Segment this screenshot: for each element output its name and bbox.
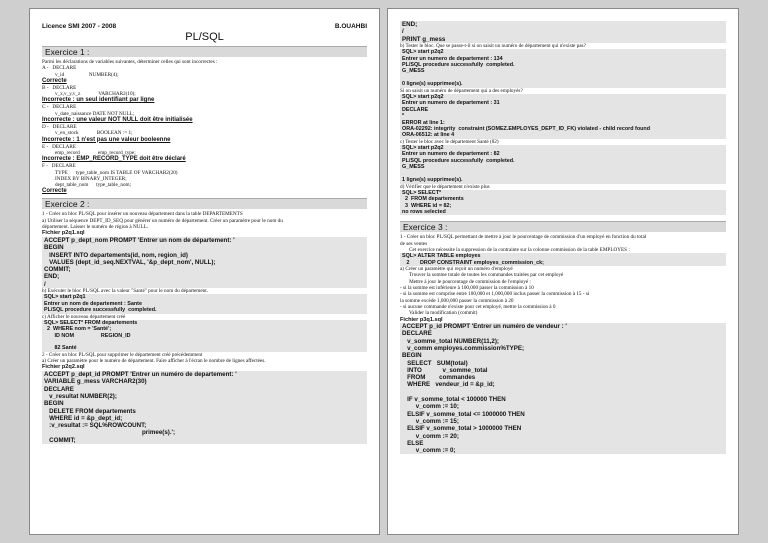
code-line: END; bbox=[402, 21, 418, 28]
output-line: 82 Santé bbox=[44, 345, 77, 352]
ex3-text bbox=[400, 234, 726, 253]
text-line: a) Créer un paramètre qui reçoit un numéro d'employé bbox=[400, 266, 513, 273]
code-line: v_somme_total NUMBER(11,2); bbox=[402, 337, 499, 345]
run-output-4 bbox=[400, 190, 726, 216]
output-line: SQL> SELECT* FROM departements bbox=[44, 319, 138, 326]
code-block-1 bbox=[42, 237, 367, 288]
code-line: SQL> ALTER TABLE employes bbox=[402, 253, 481, 260]
code-line: :v_resultat := SQL%ROWCOUNT; bbox=[44, 422, 147, 430]
text-line: a) Utiliser la séquence DEPT_ID_SEQ pour générer un numéro de département. Créer un paramètre pour le nom du bbox=[42, 217, 283, 224]
page-title: PL/SQL bbox=[185, 31, 224, 43]
code-line: SELECT SUM(total) bbox=[402, 359, 468, 367]
ex2-q2-text bbox=[42, 352, 367, 365]
declaration-line: INDEX BY BINARY_INTEGER; bbox=[42, 175, 127, 182]
declaration-item bbox=[42, 144, 367, 164]
output-line: SQL> start p2q2 bbox=[402, 93, 444, 100]
declaration-item bbox=[42, 163, 367, 195]
code-line: v_comm := 20; bbox=[402, 432, 459, 440]
text-line: 1 - Créer un bloc PL/SQL permettant de mettre à jour le pourcentage de commission d'un employé en fonction du total bbox=[400, 234, 647, 241]
code-line: v_comm := 0; bbox=[402, 447, 456, 455]
text-line: 2 - Créer un bloc PL/SQL pour supprimer le département créé précédemment bbox=[42, 351, 203, 358]
text-line: Cet exercice nécessite la suppression de la contrainte sur la colonne commission de la table EMPLOYES : bbox=[400, 247, 630, 254]
code-line: VARIABLE g_mess VARCHAR2(30) bbox=[44, 378, 147, 386]
output-line: ORA-02292: integrity constraint (SOMEZ.EMPLOYES_DEPT_ID_FK) violated - child record found bbox=[402, 125, 651, 132]
file-name-3: Fichier p3q1.sql bbox=[400, 316, 443, 323]
output-line: 2 FROM departements bbox=[402, 196, 464, 203]
code-line: v_resultat NUMBER(2); bbox=[44, 392, 117, 400]
run-output-2 bbox=[400, 94, 726, 139]
run-output-2 bbox=[42, 320, 367, 352]
output-line: SQL> start p2q2 bbox=[402, 145, 444, 152]
code-line: ACCEPT p_id PROMPT 'Entrer un numéro de vendeur : ' bbox=[402, 323, 567, 331]
code-line: VALUES (dept_id_seq.NEXTVAL, '&p_dept_nom', NULL); bbox=[44, 258, 216, 266]
exercise-1-heading: Exercice 1 : bbox=[42, 46, 367, 57]
output-line: Entrer un numero de departement : 134 bbox=[402, 55, 503, 62]
text-line: de ses ventes bbox=[400, 240, 428, 247]
page-header bbox=[42, 23, 367, 30]
file-name-1: Fichier p2q1.sql bbox=[42, 230, 85, 237]
declaration-item bbox=[42, 85, 367, 105]
code-line: ACCEPT p_dept_id PROMPT 'Entrer un numéro de departement: ' bbox=[44, 371, 237, 379]
declaration-line: A - DECLARE bbox=[42, 65, 77, 72]
exercise-3-heading: Exercice 3 : bbox=[400, 221, 726, 232]
code-line: PRINT g_mess bbox=[402, 35, 446, 43]
right-page bbox=[387, 8, 739, 535]
output-line: 1 ligne(s) supprimee(s). bbox=[402, 177, 463, 184]
declaration-line: D - DECLARE bbox=[42, 124, 77, 131]
course-label: Licence SMI 2007 - 2008 bbox=[42, 23, 117, 30]
file-name-2: Fichier p2q2.sql bbox=[42, 364, 85, 371]
output-line: 3 WHERE id = 82; bbox=[402, 202, 452, 209]
text-line: - si aucune commande n'existe pour cet employé, mettre la commission à 0 bbox=[400, 303, 556, 310]
output-line: PL/SQL procedure successfully completed. bbox=[44, 307, 157, 314]
code-line: INTO v_somme_total bbox=[402, 366, 488, 374]
declaration-answer: Incorrecte : un seul identifiant par ligne bbox=[42, 97, 155, 104]
output-line: * bbox=[402, 113, 405, 120]
declaration-answer: Incorrecte : EMP_RECORD_TYPE doit être déclaré bbox=[42, 156, 186, 163]
code-line: DECLARE bbox=[44, 385, 74, 393]
code-line: v_comm employes.commission%TYPE; bbox=[402, 344, 525, 352]
code-line: ELSIF v_somme_total > 1000000 THEN bbox=[402, 425, 522, 433]
step-c-text: c) Afficher le nouveau département créé bbox=[42, 313, 126, 320]
output-line: Entrer un numero de departement : 82 bbox=[402, 151, 500, 158]
ex1-intro: Parmi les déclarations de variables suivantes, déterminer celles qui sont incorrectes : bbox=[42, 59, 218, 65]
output-line: PL/SQL procedure successfully completed. bbox=[402, 62, 515, 68]
step-c-text: c) Tester le bloc avec le département Santé (82) bbox=[400, 138, 499, 145]
alter-table-code bbox=[400, 253, 726, 266]
declaration-line: dept_table_nom type_table_nom; bbox=[42, 182, 132, 189]
declaration-answer: Incorrecte : 1 n'est pas une valeur booleenne bbox=[42, 136, 171, 143]
code-line: ELSIF v_somme_total <= 1000000 THEN bbox=[402, 410, 525, 418]
code-line: ELSE bbox=[402, 439, 424, 447]
output-line: G_MESS bbox=[402, 164, 425, 171]
declaration-line: F - DECLARE bbox=[42, 163, 76, 170]
code-line: BEGIN bbox=[44, 400, 64, 408]
declaration-line: v_date_naissance DATE NOT NULL; bbox=[42, 110, 135, 117]
text-line: - si la somme est comprise entre 100,000 et 1,000,000 inclus passer la commission à 15 - si bbox=[400, 291, 590, 298]
code-line: COMMIT; bbox=[44, 436, 76, 444]
declaration-item bbox=[42, 104, 367, 124]
code-line: DECLARE bbox=[402, 330, 432, 338]
code-line: v_comm := 15; bbox=[402, 417, 459, 425]
code-line: END; bbox=[44, 273, 60, 281]
output-line: SQL> start p2q1 bbox=[44, 294, 86, 301]
text-line: Valider la modification (commit) bbox=[400, 310, 478, 317]
code-block-end bbox=[400, 21, 726, 43]
declaration-line: v_id NUMBER(4); bbox=[42, 71, 119, 78]
declaration-answer: Incorrecte : une valeur NOT NULL doit être initialisée bbox=[42, 117, 193, 124]
output-line: no rows selected bbox=[402, 209, 446, 216]
code-line: ACCEPT p_dept_nom PROMPT 'Entrer un nom de département: ' bbox=[44, 236, 235, 244]
run-output-1 bbox=[400, 49, 726, 87]
output-line: ERROR at line 1: bbox=[402, 119, 445, 126]
ex3-points bbox=[400, 266, 726, 316]
declaration-line: v_x,v_y,v_z VARCHAR2(10); bbox=[42, 91, 136, 98]
text-line: - si la somme est inférieure à 100,000 passer la commission à 10 bbox=[400, 285, 534, 292]
code-line: DELETE FROM departements bbox=[44, 407, 136, 415]
step-b-text: b) Exécuter le bloc PL/SQL avec la valeur "Santé" pour le nom du département. bbox=[42, 288, 208, 295]
declaration-answer: Correcte bbox=[42, 77, 67, 84]
output-line: DECLARE bbox=[402, 106, 429, 113]
run-output-3 bbox=[400, 145, 726, 183]
code-line: IF v_somme_total < 100000 THEN bbox=[402, 396, 506, 404]
code-line bbox=[402, 389, 724, 396]
declaration-line: v_en_stock BOOLEAN := 1; bbox=[42, 130, 133, 137]
declaration-item bbox=[42, 124, 367, 144]
step-d-text: d) Vérifier que le département n'existe plus bbox=[400, 183, 490, 190]
output-line: 2 WHERE nom = 'Santé'; bbox=[44, 326, 112, 333]
question-employees: Si on saisit un numéro de département qui a des employés? bbox=[400, 87, 523, 94]
code-line: COMMIT; bbox=[44, 266, 71, 274]
code-line: INSERT INTO departements(id, nom, region_id) bbox=[44, 251, 188, 259]
declaration-line: TYPE type_table_nom IS TABLE OF VARCHAR2(20) bbox=[42, 169, 178, 176]
output-line: ID NOM REGION_ID bbox=[44, 332, 131, 339]
declaration-answer: Correcte bbox=[42, 188, 67, 195]
code-line: / bbox=[402, 28, 404, 36]
text-line: Mettre à jour le pourcentage de commission de l'employé : bbox=[400, 278, 531, 285]
text-line: 1 - Créer un bloc PL/SQL pour insérer un nouveau département dans la table DEPARTEMENTS bbox=[42, 211, 243, 218]
declaration-line: B - DECLARE bbox=[42, 84, 77, 91]
code-line: FROM commandes bbox=[402, 374, 476, 382]
text-line: département. Laisser le numéro de région à NULL. bbox=[42, 224, 149, 231]
declaration-line: E - DECLARE bbox=[42, 143, 77, 150]
code-line: v_comm := 10; bbox=[402, 403, 459, 411]
code-block-3 bbox=[400, 323, 726, 454]
code-block-2 bbox=[42, 371, 367, 444]
code-line: BEGIN bbox=[402, 352, 422, 360]
author-label: B.OUAHBI bbox=[334, 23, 367, 30]
output-line: Entrer un numero de departement : 31 bbox=[402, 100, 500, 107]
declaration-line: C - DECLARE bbox=[42, 104, 77, 111]
code-line: WHERE vendeur_id = &p_id; bbox=[402, 381, 495, 389]
text-line: la somme excède 1,000,000 passer la commission à 20 bbox=[400, 297, 514, 304]
output-line: Entrer un nom de departement : Sante bbox=[44, 300, 142, 307]
output-line: SQL> start p2q2 bbox=[402, 49, 444, 56]
declaration-line: emp_record emp_record_type; bbox=[42, 149, 136, 156]
ex2-text bbox=[42, 211, 367, 230]
exercise-2-heading: Exercice 2 : bbox=[42, 198, 367, 209]
output-line: 0 ligne(s) supprimee(s). bbox=[402, 81, 463, 88]
text-line: a) Créer un paramètre pour le numéro de département. Faire afficher à l'écran le nombre de lignes affectées. bbox=[42, 358, 266, 365]
code-line: WHERE id = &p_dept_id; bbox=[44, 414, 123, 422]
output-line: SQL> SELECT* bbox=[402, 189, 442, 196]
code-line: primee(s).'; bbox=[44, 429, 176, 437]
text-line: Trouver la somme totale de toutes les commandes traitées par cet employé bbox=[400, 272, 564, 279]
output-line: PL/SQL procedure successfully completed. bbox=[402, 157, 515, 164]
declaration-item bbox=[42, 65, 367, 85]
code-line: BEGIN bbox=[44, 244, 64, 252]
output-line: G_MESS bbox=[402, 68, 425, 75]
code-line: 2 DROP CONSTRAINT employes_commission_ck; bbox=[402, 259, 544, 266]
code-line: / bbox=[44, 280, 46, 288]
step-b-text: b) Tester le bloc. Que se passe-t-il si on saisit un numéro de département qui n'existe pas? bbox=[400, 42, 586, 49]
left-page bbox=[29, 8, 380, 535]
run-output-1 bbox=[42, 294, 367, 313]
ex1-items bbox=[42, 65, 367, 195]
output-line: ORA-06512: at line 4 bbox=[402, 132, 455, 139]
